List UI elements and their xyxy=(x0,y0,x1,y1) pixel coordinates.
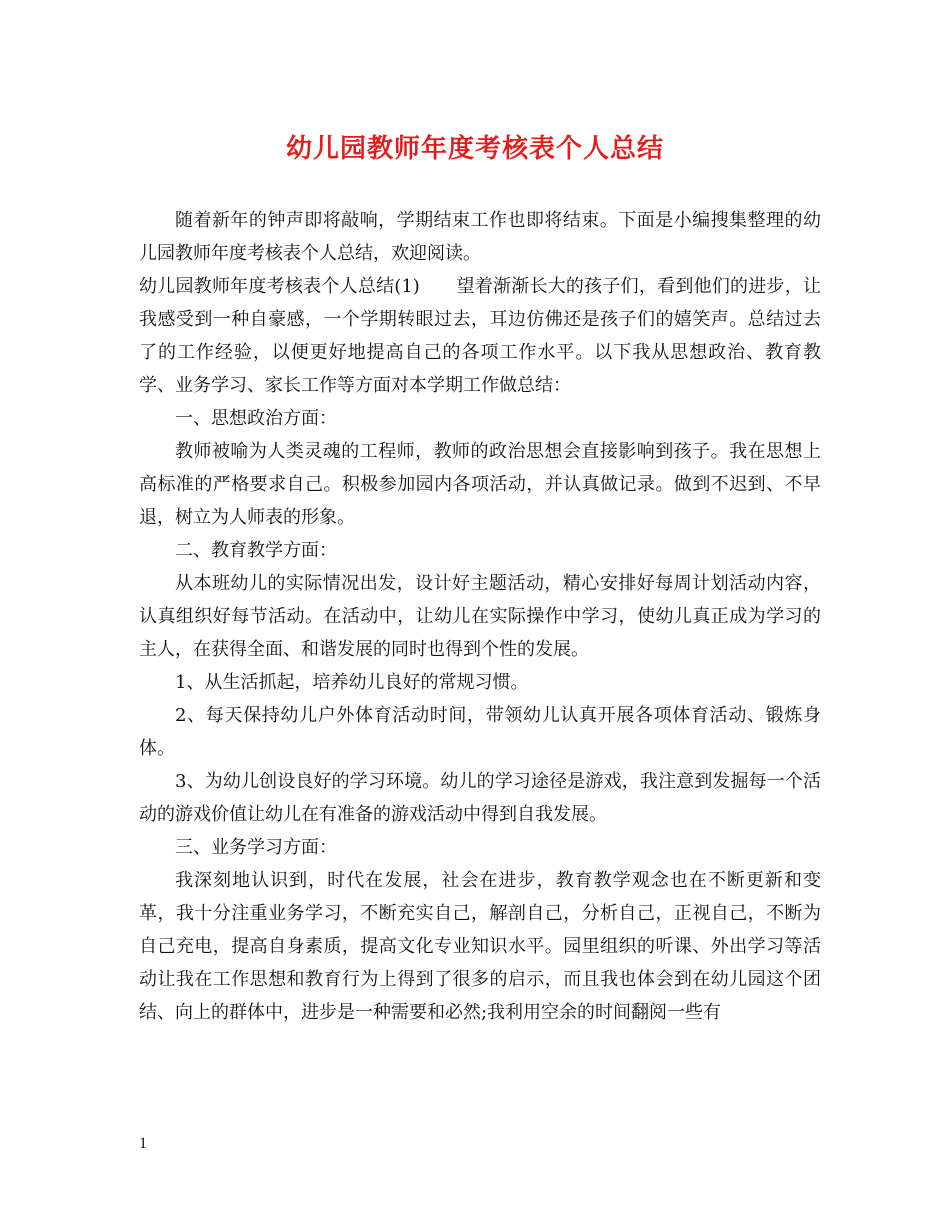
paragraph-summary-opening: 幼儿园教师年度考核表个人总结(1) 望着渐渐长大的孩子们，看到他们的进步，让我感受到一种自豪感，一个学期转眼过去，耳边仿佛还是孩子们的嬉笑声。总结过去了的工作经验，以便更好地提高自己的各项工作水平。以下我从思想政治、教育教学、业务学习、家长工作等方面对本学期工作做总结： xyxy=(139,276,821,396)
section-heading-study: 三、业务学习方面： xyxy=(175,837,337,858)
page-number: 1 xyxy=(139,1135,147,1152)
list-item-learning-environment: 3、为幼儿创设良好的学习环境。幼儿的学习途径是游戏，我注意到发掘每一个活动的游戏价值让幼儿在有准备的游戏活动中得到自我发展。 xyxy=(139,771,821,825)
document-body xyxy=(139,204,821,1029)
document-title: 幼儿园教师年度考核表个人总结 xyxy=(285,134,664,164)
list-item-outdoor-activity: 2、每天保持幼儿户外体育活动时间，带领幼儿认真开展各项体育活动、锻炼身体。 xyxy=(139,705,821,759)
list-item-habits: 1、从生活抓起，培养幼儿良好的常规习惯。 xyxy=(175,672,529,693)
paragraph-political: 教师被喻为人类灵魂的工程师，教师的政治思想会直接影响到孩子。我在思想上高标准的严格要求自己。积极参加园内各项活动，并认真做记录。做到不迟到、不早退，树立为人师表的形象。 xyxy=(139,441,821,528)
paragraph-teaching: 从本班幼儿的实际情况出发，设计好主题活动，精心安排好每周计划活动内容，认真组织好每节活动。在活动中，让幼儿在实际操作中学习，使幼儿真正成为学习的主人，在获得全面、和谐发展的同时也得到个性的发展。 xyxy=(139,573,821,660)
paragraph-intro: 随着新年的钟声即将敲响，学期结束工作也即将结束。下面是小编搜集整理的幼儿园教师年度考核表个人总结，欢迎阅读。 xyxy=(139,210,821,264)
paragraph-study: 我深刻地认识到，时代在发展，社会在进步，教育教学观念也在不断更新和变革，我十分注重业务学习，不断充实自己，解剖自己，分析自己，正视自己，不断为自己充电，提高自身素质，提高文化专业知识水平。园里组织的听课、外出学习等活动让我在工作思想和教育行为上得到了很多的启示，而且我也体会到在幼儿园这个团结、向上的群体中，进步是一种需要和必然;我利用空余的时间翻阅一些有 xyxy=(139,870,821,1023)
section-heading-teaching: 二、教育教学方面： xyxy=(175,540,337,561)
section-heading-political: 一、思想政治方面： xyxy=(175,408,337,429)
